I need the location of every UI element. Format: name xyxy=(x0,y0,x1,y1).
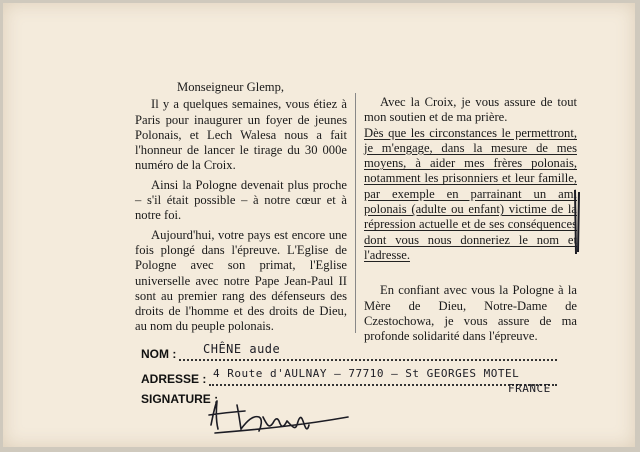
name-label: NOM : xyxy=(141,347,177,361)
support-paragraph: Avec la Croix, je vous assure de tout mon soutien et de ma prière. xyxy=(364,95,577,125)
address-country: FRANCE xyxy=(508,382,551,395)
right-column xyxy=(364,95,577,344)
left-column xyxy=(135,80,347,335)
handwritten-signature[interactable] xyxy=(203,395,353,440)
address-label: ADRESSE : xyxy=(141,372,207,386)
address-field[interactable]: 4 Route d'AULNAY – 77710 – St GEORGES MOTEL xyxy=(213,367,520,380)
paragraph-3: Aujourd'hui, votre pays est encore une fois plongé dans l'épreuve. L'Eglise de Pologne avec son primat, l'Eglise universelle avec notre Pape Jean-Paul II sont au premier rang des défenseurs des droits de l'homme et des droits de Dieu, au nom du peuple polonais. xyxy=(135,227,347,334)
greeting: Monseigneur Glemp, xyxy=(177,80,285,94)
margin-mark-icon xyxy=(571,188,583,258)
closing-paragraph: En confiant avec vous la Pologne à la Mère de Dieu, Notre-Dame de Czestochowa, je vous assure de ma profonde solidarité dans l'épreuve. xyxy=(364,283,577,344)
signature-label: SIGNATURE : xyxy=(141,392,219,406)
commitment-paragraph: Dès que les circonstances le permettront, je m'engage, dans la mesure de mes moyens, à aider mes frères polonais, notamment les prisonniers et leur famille, par exemple en parrainant un ami polonais (adulte ou enfant) victime de la répression actuelle et de ses conséquences dont vous nous donneriez le nom et l'adresse. xyxy=(364,125,577,262)
letter-page xyxy=(3,3,635,447)
column-divider xyxy=(355,93,356,333)
name-field[interactable]: CHÊNE aude xyxy=(203,342,281,356)
paragraph-1: Il y a quelques semaines, vous étiez à Paris pour inaugurer un foyer de jeunes Polonais, et Lech Walesa nous a fait l'honneur de lancer le tirage du 30 000e numéro de la Croix. xyxy=(135,97,347,173)
paragraph-2: Ainsi la Pologne devenait plus proche – s'il était possible – à notre cœur et à notre foi. xyxy=(135,177,347,223)
address-dotted-line xyxy=(209,384,557,386)
name-dotted-line xyxy=(179,359,557,361)
